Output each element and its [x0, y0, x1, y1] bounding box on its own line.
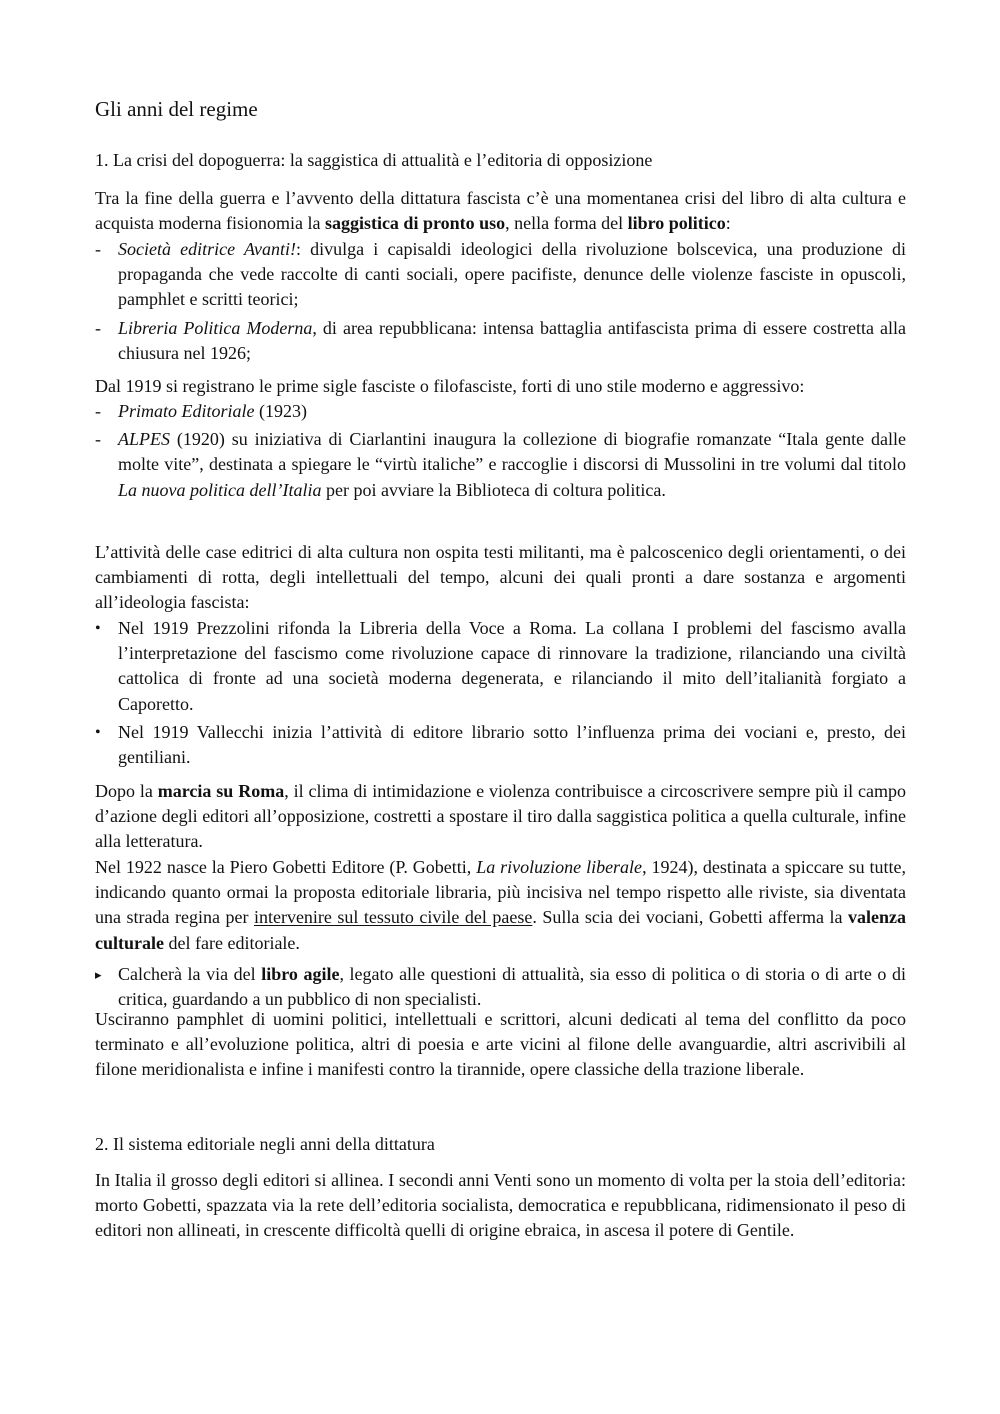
text-run: , 1924), destinata a spiccare su tutte, indicando quanto ormai la proposta editoriale libraria, più incisiva nel tempo rispetto alle riviste, sia diventata una strada regina per — [95, 857, 907, 928]
publisher-name: Primato Editoriale — [118, 401, 255, 421]
dash-marker: - — [95, 429, 101, 450]
bullet-marker: • — [95, 723, 101, 741]
text-run: Tra la fine della guerra e l’avvento della dittatura fascista c’è una momentanea crisi del libro di alta cultura e acquista moderna fisionomia la — [95, 188, 906, 234]
agile-book-list — [95, 962, 906, 1012]
list-item — [95, 720, 906, 770]
text-run: , legato alle questioni di attualità, sia esso di politica o di storia o di arte o di critica, guardando a un pubblico di non specialisti. — [118, 964, 906, 1010]
list-item-text: (1920) su iniziativa di Ciarlantini inaugura la collezione di biografie romanzate “Itala gente dalle molte vite”, destinata a spiegare le “virtù italiche” e raccoglie i discorsi di Mussolini in tre volumi dal titolo — [118, 429, 906, 475]
section-1-heading: 1. La crisi del dopoguerra: la saggistica di attualità e l’editoria di opposizione — [95, 150, 653, 170]
list-item — [95, 616, 906, 717]
opposition-publishers-list — [95, 237, 906, 366]
bold-term: marcia su Roma — [157, 781, 285, 801]
list-item — [95, 962, 906, 1012]
list-item — [95, 237, 906, 313]
book-title: La nuova politica dell’Italia — [118, 479, 322, 500]
text-run: del fare editoriale. — [164, 932, 300, 953]
dash-marker: - — [95, 401, 101, 421]
fascist-publishers-paragraph: Dal 1919 si registrano le prime sigle fasciste o filofasciste, forti di uno stile moderno e aggressivo: — [95, 376, 805, 396]
text-run: , il clima di intimidazione e violenza contribuisce a circoscrivere sempre più il campo d’azione degli editori all’opposizione, costretti a spostare il tiro dalla saggistica politica a quella culturale, infine alla letteratura. — [95, 781, 906, 852]
pamphlets-paragraph: Usciranno pamphlet di uomini politici, intellettuali e scrittori, alcuni dedicati al tema del conflitto da poco terminato e all’evoluzione politica, altri di poesia e arte vicini al filone delle avanguardie, altri ascrivibili al filone meridionalista e infine i manifesti contro la tirannide, opere classiche della trazione liberale. — [95, 1009, 906, 1080]
gobetti-paragraph — [95, 855, 906, 956]
march-on-rome-paragraph — [95, 779, 906, 855]
list-item-text: , di area repubblicana: intensa battaglia antifascista prima di essere costretta alla chiusura nel 1926; — [118, 317, 906, 363]
list-item — [95, 316, 906, 366]
text-run: . Sulla scia dei vociani, Gobetti afferma la — [532, 907, 848, 928]
page-title: Gli anni del regime — [95, 97, 258, 121]
dash-marker: - — [95, 317, 101, 338]
book-title: La rivoluzione liberale — [476, 857, 643, 877]
high-culture-publishers-list — [95, 616, 906, 770]
bold-term: saggistica di pronto uso — [324, 213, 506, 234]
dash-marker: - — [95, 239, 101, 259]
list-item-text: (1923) — [254, 401, 307, 421]
underlined-phrase: intervenire sul tessuto civile del paese — [253, 907, 533, 928]
triangle-marker: ▸ — [95, 967, 102, 982]
list-item-text: per poi avviare la Biblioteca di coltura politica. — [321, 479, 666, 500]
text-run: : — [725, 213, 731, 234]
list-item-text: Nel 1919 Prezzolini rifonda la Libreria della Voce a Roma. La collana I problemi del fascismo avalla l’interpretazione del fascismo come rivoluzione capace di rinnovare la tradizione, rilanciando una civiltà cattolica di fronte ad una società moderna degenerata, e rilanciando il mito dell’italianità forgiato a Caporetto. — [118, 618, 906, 714]
list-item — [95, 427, 906, 503]
text-run: Dopo la — [95, 781, 158, 801]
publisher-name: ALPES — [118, 429, 170, 450]
section-2-heading: 2. Il sistema editoriale negli anni della dittatura — [95, 1134, 435, 1154]
high-culture-paragraph: L’attività delle case editrici di alta cultura non ospita testi militanti, ma è palcoscenico degli orientamenti, o dei cambiamenti di rotta, degli intellettuali del tempo, alcuni dei quali pronti a dare sostanza e argomenti all’ideologia fascista: — [95, 542, 906, 613]
list-item-text: : divulga i capisaldi ideologici della rivoluzione bolscevica, una produzione di propaganda che vede raccolte di canti sociali, opere pacifiste, denunce delle violenze fasciste in opuscoli, pamphlet e scritti teorici; — [118, 239, 906, 310]
text-run: , nella forma del — [505, 213, 628, 234]
publisher-name: Società editrice Avanti! — [118, 239, 296, 259]
list-item-text: Nel 1919 Vallecchi inizia l’attività di editore librario sotto l’influenza prima dei vociani e, presto, dei gentiliani. — [118, 721, 906, 768]
text-run: Nel 1922 nasce la Piero Gobetti Editore (P. Gobetti, — [95, 857, 477, 877]
section-2-paragraph: In Italia il grosso degli editori si allinea. I secondi anni Venti sono un momento di volta per la stoia dell’editoria: morto Gobetti, spazzata via la rete dell’editoria socialista, democratica e repubblicana, ridimensionato il peso di editori non allineati, in crescente difficoltà quelli di origine ebraica, in ascesa il potere di Gentile. — [95, 1170, 906, 1241]
bold-term: libro agile — [261, 964, 340, 984]
bullet-marker: • — [95, 620, 101, 637]
bold-term: libro politico — [627, 213, 726, 234]
fascist-publishers-list — [95, 399, 906, 503]
list-item — [95, 399, 906, 424]
section-1-intro-paragraph — [95, 186, 906, 236]
publisher-name: Libreria Politica Moderna — [118, 317, 313, 338]
text-run: Calcherà la via del — [118, 964, 262, 984]
bold-term: valenza culturale — [95, 907, 906, 953]
